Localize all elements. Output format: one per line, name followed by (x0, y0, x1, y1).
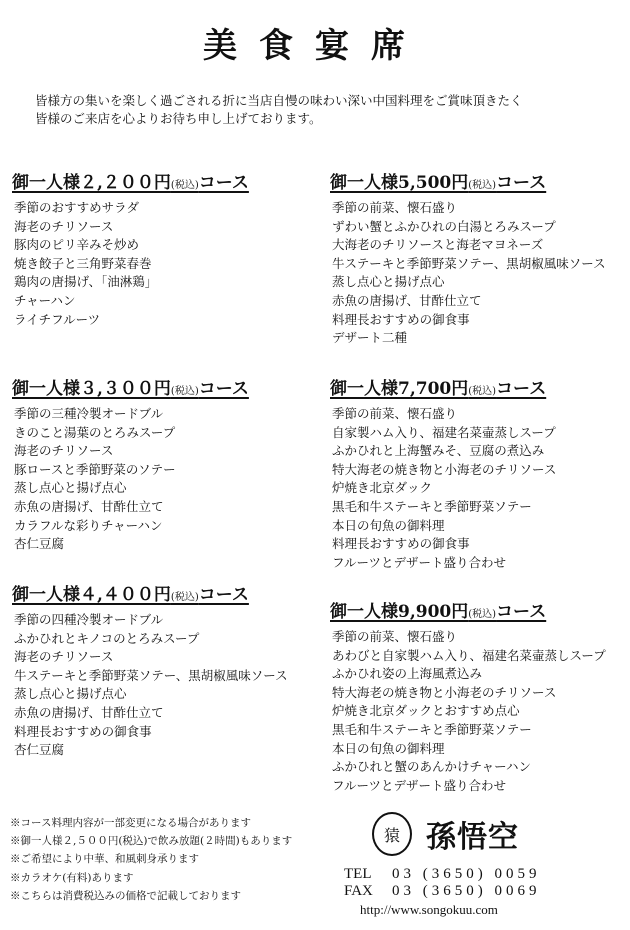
course-item: 季節の前菜、懐石盛り (332, 406, 458, 421)
course-item: ふかひれと蟹のあんかけチャーハン (332, 759, 532, 775)
course-item: 豚ロースと季節野菜のソテー (14, 461, 176, 477)
course-items (330, 405, 556, 572)
course-item: 蒸し点心と揚げ点心 (14, 480, 127, 496)
course-item: ライチフルーツ (14, 311, 101, 327)
intro-line: 皆様のご来店を心よりお待ち申し上げております。 (35, 111, 322, 126)
course-item: 季節の三種冷製オードブル (14, 406, 164, 421)
course-item: 特大海老の焼き物と小海老のチリソース (332, 461, 557, 477)
course-item: 豚肉のピリ辛みそ炒め (14, 237, 140, 253)
course-item: ふかひれ姿の上海風煮込み (332, 666, 483, 682)
course-item: 蒸し点心と揚げ点心 (332, 274, 445, 290)
course-item: カラフルな彩りチャーハン (14, 517, 163, 533)
course-item: ずわい蟹とふかひれの白湯とろみスープ (332, 218, 556, 234)
course-suffix: コース (198, 173, 249, 193)
course-suffix: コース (496, 602, 547, 622)
course-item: 杏仁豆腐 (14, 536, 65, 552)
course-item: 黒毛和牛ステーキと季節野菜ソテー (332, 498, 532, 514)
fax-number: 03 (3650) 0069 (392, 883, 541, 899)
tel-number: 03 (3650) 0059 (392, 866, 541, 882)
course-tax: (税込) (468, 609, 497, 620)
course-name: 御一人様３,３００円 (12, 379, 171, 399)
notes (10, 814, 292, 905)
note: ※御一人様２,５００円(税込)で飲み放題(２時間)もあります (10, 835, 293, 848)
course-item: きのこと湯葉のとろみスープ (14, 424, 176, 440)
course-heading (12, 168, 249, 193)
course-item: 季節の四種冷製オードブル (14, 612, 164, 627)
course-items (12, 199, 249, 329)
course-tax: (税込) (468, 180, 497, 191)
course-item: 大海老のチリソースと海老マヨネーズ (332, 237, 544, 253)
page-title: 美食宴席 (203, 26, 427, 66)
course-item: 焼き餃子と三角野菜春巻 (14, 255, 152, 271)
course-item: 黒毛和牛ステーキと季節野菜ソテー (332, 721, 532, 737)
note: ※カラオケ(有料)あります (10, 871, 134, 884)
course-name: 御一人様２,２００円 (12, 173, 171, 193)
course-item: 特大海老の焼き物と小海老のチリソース (332, 684, 557, 700)
course-heading (330, 597, 606, 622)
course-tax: (税込) (468, 386, 497, 397)
note: ※こちらは消費税込みの価格で記載しております (10, 889, 241, 902)
course-item: 赤魚の唐揚げ、甘酢仕立て (14, 704, 164, 720)
course-item: 季節の前菜、懐石盛り (332, 629, 458, 644)
course-item: 炉焼き北京ダックとおすすめ点心 (332, 703, 520, 719)
course-heading (330, 374, 556, 399)
course-items (330, 628, 606, 795)
website-link[interactable]: http://www.songokuu.com (360, 902, 498, 917)
contact-info (344, 866, 541, 900)
course-item: 炉焼き北京ダック (332, 480, 433, 496)
tel-label: TEL (344, 866, 372, 882)
course-items (330, 199, 606, 348)
course-item: あわびと自家製ハム入り、福建名菜壷蒸しスープ (332, 647, 606, 663)
note: ※ご希望により中華、和風刺身承ります (10, 853, 199, 866)
course-2200 (12, 168, 249, 329)
course-item: ふかひれとキノコのとろみスープ (14, 630, 200, 646)
course-suffix: コース (198, 379, 249, 399)
restaurant-logo (372, 812, 519, 856)
course-item: 杏仁豆腐 (14, 742, 65, 758)
course-5500 (330, 168, 606, 348)
course-suffix: コース (198, 585, 249, 605)
course-item: 季節のおすすめサラダ (14, 200, 140, 215)
intro-text (35, 92, 523, 128)
course-tax: (税込) (170, 386, 199, 397)
course-item: チャーハン (14, 292, 76, 308)
fax-label: FAX (344, 883, 373, 899)
intro-line: 皆様方の集いを楽しく過ごされる折に当店自慢の味わい深い中国料理をご賞味頂きたく (35, 93, 523, 108)
course-item: 牛ステーキと季節野菜ソテー、黒胡椒風味ソース (332, 255, 606, 271)
course-item: 鶏肉の唐揚げ、「油淋鶏」 (14, 274, 158, 290)
course-suffix: コース (496, 379, 547, 399)
course-item: ふかひれと上海蟹みそ、豆腐の煮込み (332, 443, 545, 459)
course-item: フルーツとデザート盛り合わせ (332, 777, 507, 793)
course-item: 料理長おすすめの御食事 (332, 311, 470, 327)
course-name: 御一人様7,700円 (330, 379, 469, 399)
course-4400 (12, 580, 288, 760)
course-item: 本日の旬魚の御料理 (332, 740, 445, 756)
course-item: 自家製ハム入り、福建名菜壷蒸しスープ (332, 424, 556, 440)
course-heading (12, 580, 288, 605)
course-heading (330, 168, 606, 193)
course-item: デザート二種 (332, 330, 408, 346)
course-item: 海老のチリソース (14, 649, 114, 665)
course-tax: (税込) (170, 592, 199, 603)
course-item: 料理長おすすめの御食事 (332, 536, 470, 552)
tel-row (344, 866, 541, 883)
course-item: 赤魚の唐揚げ、甘酢仕立て (332, 292, 482, 308)
course-item: 料理長おすすめの御食事 (14, 723, 152, 739)
course-item: 本日の旬魚の御料理 (332, 517, 445, 533)
course-9900 (330, 597, 606, 795)
course-7700 (330, 374, 556, 572)
course-item: 海老のチリソース (14, 443, 114, 459)
course-item: 赤魚の唐揚げ、甘酢仕立て (14, 498, 164, 514)
course-item: 季節の前菜、懐石盛り (332, 200, 458, 215)
logo-text: 孫悟空 (426, 820, 519, 855)
course-item: フルーツとデザート盛り合わせ (332, 554, 507, 570)
course-name: 御一人様5,500円 (330, 173, 469, 193)
course-item: 蒸し点心と揚げ点心 (14, 686, 127, 702)
course-item: 牛ステーキと季節野菜ソテー、黒胡椒風味ソース (14, 667, 288, 683)
course-name: 御一人様４,４００円 (12, 585, 171, 605)
fax-row (344, 883, 541, 900)
note: ※コース料理内容が一部変更になる場合があります (10, 817, 251, 829)
course-tax: (税込) (170, 180, 199, 191)
course-3300 (12, 374, 249, 554)
course-suffix: コース (496, 173, 547, 193)
course-item: 海老のチリソース (14, 218, 114, 234)
course-items (12, 611, 288, 760)
course-heading (12, 374, 249, 399)
course-items (12, 405, 249, 554)
course-name: 御一人様9,900円 (330, 602, 469, 622)
monkey-seal-icon: 猿 (372, 812, 412, 856)
